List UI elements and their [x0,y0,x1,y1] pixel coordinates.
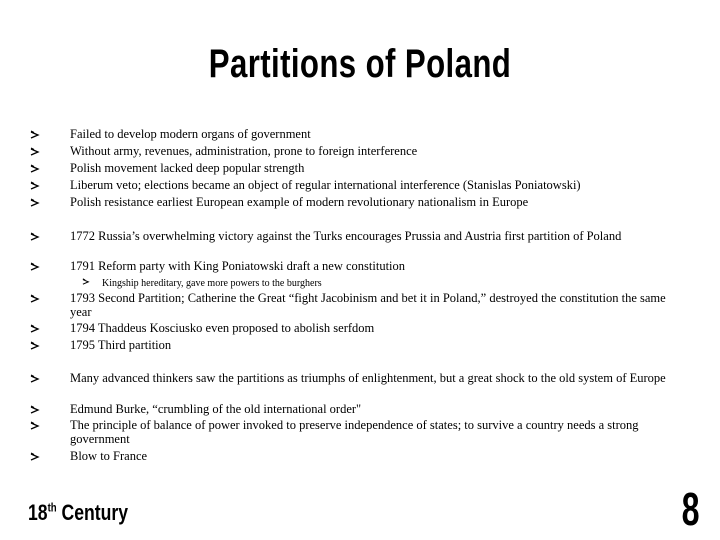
bullet-text: Kingship hereditary, gave more powers to the burghers [102,278,322,289]
bullet-text: Without army, revenues, administration, prone to foreign interference [70,144,418,158]
bullet-item [70,260,690,274]
century-suffix: th [47,500,57,515]
arrow-bullet-icon [30,130,40,139]
arrow-bullet-icon [30,405,40,414]
bullet-item [70,145,690,159]
bullet-item [70,292,690,319]
bullet-text: 1794 Thaddeus Kosciusko even proposed to abolish serfdom [70,321,375,335]
century-word: Century [61,500,129,525]
arrow-bullet-icon [30,341,40,350]
bullet-text: 1772 Russia’s overwhelming victory against the Turks encourages Prussia and Austria first partition of Poland [70,229,622,243]
arrow-bullet-icon [30,421,40,430]
bullet-text: 1795 Third partition [70,338,172,352]
arrow-bullet-icon [30,232,40,241]
bullet-item [70,230,690,244]
bullet-text: Edmund Burke, “crumbling of the old international order" [70,402,362,416]
bullet-item [70,322,690,336]
arrow-bullet-icon [30,324,40,333]
arrow-bullet-icon [30,164,40,173]
century-number: 18 [28,500,48,525]
footer-century [28,500,128,526]
bullet-item [70,339,690,353]
bullet-text: Blow to France [70,449,148,463]
bullet-item [70,128,690,142]
bullet-text: Polish resistance earliest European example of modern revolutionary nationalism in Europe [70,195,529,209]
bullet-text: Liberum veto; elections became an object of regular international interference (Stanislas Poniatowski) [70,178,581,192]
arrow-bullet-icon [30,262,40,271]
sub-bullet-item [102,277,720,291]
bullet-item [70,179,690,193]
bullet-text: The principle of balance of power invoked to preserve independence of states; to survive a country needs a strong government [70,418,639,446]
bullet-text: Failed to develop modern organs of government [70,127,311,141]
bullet-item [70,419,690,446]
arrow-bullet-icon [30,198,40,207]
bullet-text: 1791 Reform party with King Poniatowski draft a new constitution [70,259,406,273]
bullet-text: Polish movement lacked deep popular strength [70,161,305,175]
bullet-item [70,403,690,417]
bullet-text: Many advanced thinkers saw the partitions as triumphs of enlightenment, but a great shock to the old system of Europe [70,371,666,385]
arrow-bullet-icon [30,374,40,383]
bullet-text: 1793 Second Partition; Catherine the Great “fight Jacobinism and bet it in Poland,” destroyed the constitution the same year [70,291,666,319]
arrow-bullet-icon [30,181,40,190]
arrow-bullet-icon [30,452,40,461]
bullet-item [70,162,690,176]
slide-title: Partitions of Poland [208,42,512,86]
bullet-item [70,450,690,464]
bullet-item [70,196,690,210]
arrow-bullet-icon [30,294,40,303]
page-number: 8 [682,483,700,535]
arrow-bullet-icon [30,147,40,156]
bullet-item [70,372,690,386]
arrow-bullet-icon [82,278,90,285]
